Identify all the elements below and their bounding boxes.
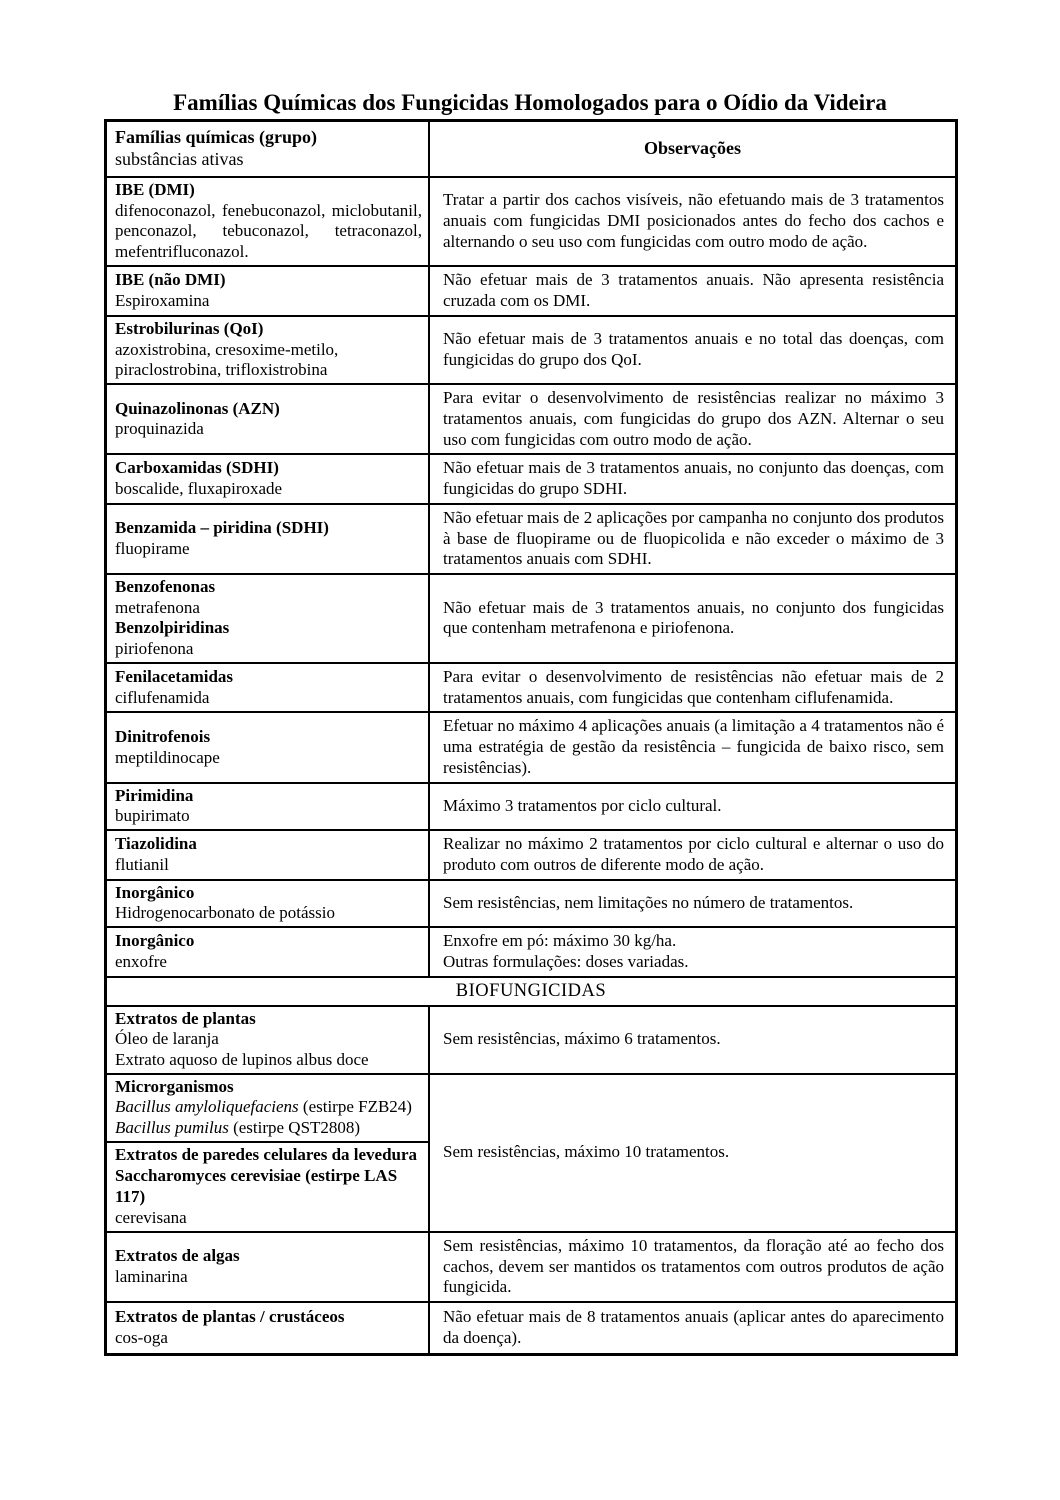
- header-observations-cell: Observações: [429, 121, 957, 178]
- family-cell: [106, 1006, 430, 1074]
- table-row: [106, 663, 957, 712]
- obs-cell: Para evitar o desenvolvimento de resistências não efetuar mais de 2 tratamentos anuais, com fungicidas que contenham ciflufenamida.: [429, 663, 957, 712]
- species-line2: [115, 1118, 422, 1139]
- substances: ciflufenamida: [115, 687, 210, 707]
- obs-cell: Sem resistências, máximo 6 tratamentos.: [429, 1006, 957, 1074]
- substances: meptildinocape: [115, 747, 220, 767]
- family-name: Extratos de plantas: [115, 1008, 256, 1028]
- substances: cos-oga: [115, 1328, 168, 1348]
- family-cell: [106, 663, 430, 712]
- family-cell: [106, 1074, 430, 1142]
- family-cell: [106, 316, 430, 384]
- obs-cell: Não efetuar mais de 3 tratamentos anuais, no conjunto dos fungicidas que contenham metrafenona e piriofenona.: [429, 574, 957, 663]
- table-row: [106, 384, 957, 454]
- family-name: Extratos de algas: [115, 1246, 240, 1266]
- obs-cell: Efetuar no máximo 4 aplicações anuais (a limitação a 4 tratamentos não é uma estratégia de gestão da resistência – fungicida de baixo risco, sem resistências).: [429, 712, 957, 782]
- obs-cell: Máximo 3 tratamentos por ciclo cultural.: [429, 783, 957, 830]
- family-cell: [106, 880, 430, 927]
- substances: Espiroxamina: [115, 290, 210, 310]
- substances: bupirimato: [115, 806, 190, 826]
- family-name: Extratos de paredes celulares da levedura Saccharomyces cerevisiae (estirpe LAS 117): [115, 1145, 418, 1206]
- fungicides-table: [104, 119, 958, 1356]
- substances-line2: Extrato aquoso de lupinos albus doce: [115, 1049, 369, 1069]
- obs-cell: Não efetuar mais de 2 aplicações por campanha no conjunto dos produtos à base de fluopirame ou de fluopicolida e não exceder o máximo de 3 tratamentos anuais com SDHI.: [429, 504, 957, 574]
- family-name: Benzofenonas: [115, 577, 216, 597]
- species-name: Bacillus pumilus: [115, 1118, 229, 1138]
- substances-line1: Óleo de laranja: [115, 1029, 219, 1049]
- family-cell: [106, 454, 430, 503]
- substances: laminarina: [115, 1267, 188, 1286]
- table-row: [106, 1232, 957, 1302]
- family-name-2: Benzolpiridinas: [115, 618, 230, 638]
- table-row: [106, 927, 957, 976]
- substances: Hidrogenocarbonato de potássio: [115, 903, 335, 923]
- header-families-line1: Famílias químicas (grupo): [115, 127, 318, 148]
- obs-cell: Sem resistências, máximo 10 tratamentos, da floração até ao fecho dos cachos, devem ser mantidos os tratamentos com outros produtos de ação fungicida.: [429, 1232, 957, 1302]
- obs-cell: Realizar no máximo 2 tratamentos por ciclo cultural e alternar o uso do produto com outros de diferente modo de ação.: [429, 830, 957, 879]
- substances: metrafenona: [115, 597, 200, 617]
- substances: enxofre: [115, 951, 167, 971]
- table-header-row: [106, 121, 957, 178]
- family-name: Benzamida – piridina (SDHI): [115, 518, 329, 538]
- family-name: Dinitrofenois: [115, 726, 211, 746]
- family-name: IBE (DMI): [115, 180, 195, 199]
- family-name: Carboxamidas (SDHI): [115, 458, 279, 478]
- family-name: Inorgânico: [115, 931, 195, 951]
- table-row: [106, 316, 957, 384]
- family-cell: [106, 504, 430, 574]
- family-name: Estrobilurinas (QoI): [115, 318, 264, 338]
- family-cell: [106, 927, 430, 976]
- substances: difenoconazol, fenebuconazol, miclobutanil, penconazol, tebuconazol, tetraconazol, mefentrifluconazol.: [115, 200, 422, 262]
- table-row: [106, 1074, 957, 1142]
- family-name: Inorgânico: [115, 882, 195, 902]
- obs-cell: Não efetuar mais de 8 tratamentos anuais (aplicar antes do aparecimento da doença).: [429, 1302, 957, 1355]
- family-cell: [106, 783, 430, 830]
- family-cell: [106, 266, 430, 316]
- table-row: [106, 266, 957, 316]
- substances: flutianil: [115, 854, 169, 874]
- substances: boscalide, fluxapiroxade: [115, 479, 283, 499]
- section-header-row: [106, 977, 957, 1006]
- obs-cell-merged: Sem resistências, máximo 10 tratamentos.: [429, 1074, 957, 1232]
- table-row: [106, 1006, 957, 1074]
- family-name: Fenilacetamidas: [115, 666, 234, 686]
- table-row: [106, 880, 957, 927]
- table-row: [106, 830, 957, 879]
- header-families-line2: substâncias ativas: [115, 149, 244, 169]
- table-row: [106, 1302, 957, 1355]
- family-cell: [106, 177, 430, 266]
- family-cell: [106, 384, 430, 454]
- obs-text-line2: Outras formulações: doses variadas.: [443, 951, 689, 971]
- family-cell: [106, 1142, 430, 1232]
- obs-cell: Não efetuar mais de 3 tratamentos anuais, no conjunto das doenças, com fungicidas do grupo SDHI.: [429, 454, 957, 503]
- substances: azoxistrobina, cresoxime-metilo, piraclostrobina, trifloxistrobina: [115, 339, 339, 380]
- family-cell: [106, 574, 430, 663]
- obs-cell: Sem resistências, nem limitações no número de tratamentos.: [429, 880, 957, 927]
- family-name: Tiazolidina: [115, 834, 197, 854]
- family-name: Pirimidina: [115, 785, 194, 805]
- table-row: [106, 177, 957, 266]
- substances-2: piriofenona: [115, 639, 194, 659]
- obs-text-line1: Enxofre em pó: máximo 30 kg/ha.: [443, 931, 677, 951]
- substances: fluopirame: [115, 538, 190, 558]
- family-name: Extratos de plantas / crustáceos: [115, 1307, 345, 1327]
- table-row: [106, 783, 957, 830]
- family-name: Quinazolinonas (AZN): [115, 398, 280, 418]
- family-name: Microrganismos: [115, 1076, 234, 1096]
- table-row: [106, 574, 957, 663]
- family-cell: [106, 830, 430, 879]
- biofungicides-section-title: BIOFUNGICIDAS: [106, 977, 957, 1006]
- species-strain: (estirpe QST2808): [233, 1118, 361, 1138]
- species-strain: (estirpe FZB24): [302, 1097, 412, 1117]
- obs-cell: Tratar a partir dos cachos visíveis, não efetuando mais de 3 tratamentos anuais com fungicidas DMI posicionados antes do fecho dos cachos e alternando o seu uso com fungicidas com outro modo de ação.: [429, 177, 957, 266]
- obs-cell: Não efetuar mais de 3 tratamentos anuais. Não apresenta resistência cruzada com os DMI.: [429, 266, 957, 316]
- header-families-cell: [106, 121, 430, 178]
- substances: cerevisana: [115, 1207, 187, 1227]
- family-cell: [106, 712, 430, 782]
- obs-cell: Para evitar o desenvolvimento de resistências realizar no máximo 3 tratamentos anuais, com fungicidas do grupo dos AZN. Alternar o seu uso com fungicidas com outro modo de ação.: [429, 384, 957, 454]
- obs-cell: Não efetuar mais de 3 tratamentos anuais e no total das doenças, com fungicidas do grupo dos QoI.: [429, 316, 957, 384]
- family-name: IBE (não DMI): [115, 270, 226, 290]
- species-name: Bacillus amyloliquefaciens: [115, 1097, 299, 1117]
- table-row: [106, 504, 957, 574]
- family-cell: [106, 1232, 430, 1302]
- obs-cell: [429, 927, 957, 976]
- substances: proquinazida: [115, 419, 204, 439]
- family-cell: [106, 1302, 430, 1355]
- table-row: [106, 712, 957, 782]
- species-line1: [115, 1097, 422, 1118]
- table-row: [106, 454, 957, 503]
- page-title: Famílias Químicas dos Fungicidas Homologados para o Oídio da Videira: [173, 90, 887, 115]
